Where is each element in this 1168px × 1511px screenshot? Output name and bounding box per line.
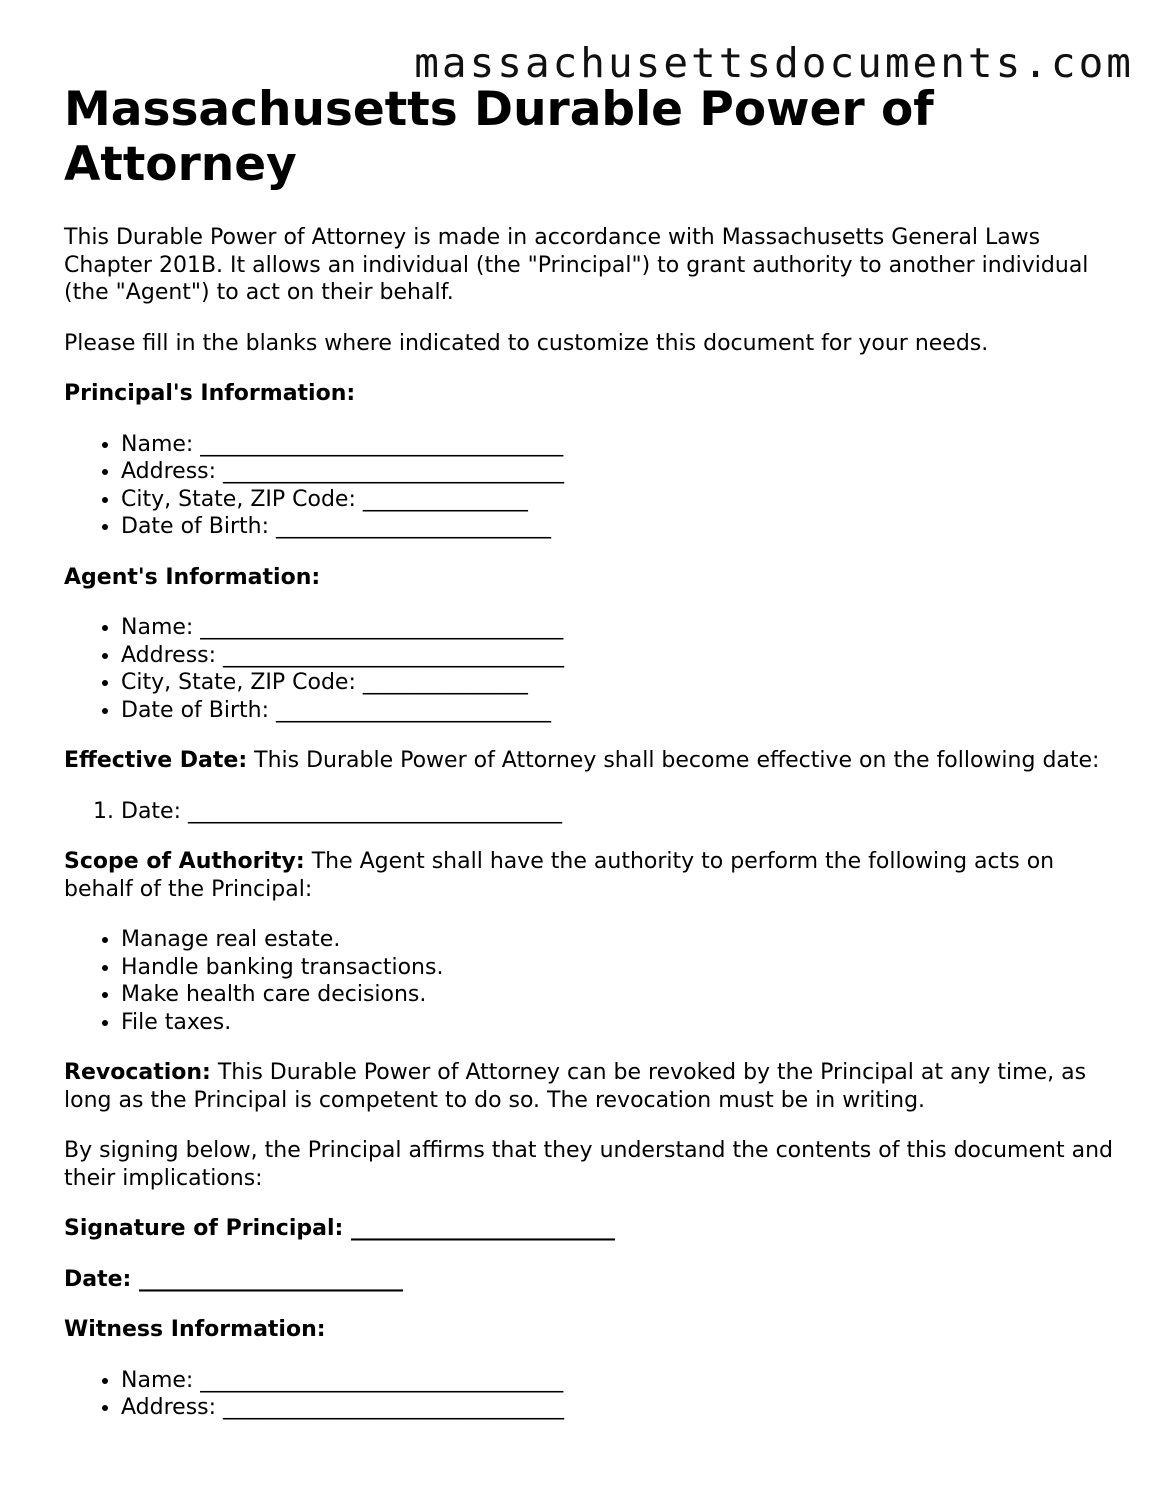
scope-text: The Agent shall have the authority to perform the following acts on behalf of the Principal: (64, 849, 1055, 902)
principal-heading: Principal's Information: (64, 381, 356, 406)
document-page (64, 82, 1114, 1445)
witness-fields-list (64, 1367, 1114, 1422)
revocation-text: This Durable Power of Attorney can be revoked by the Principal at any time, as long as the Principal is competent to do so. The revocation must be in writing. (64, 1060, 1087, 1113)
agent-fields-list (64, 614, 1114, 724)
witness-heading: Witness Information: (64, 1317, 326, 1342)
scope-item: • Manage real estate. (121, 926, 1114, 954)
principal-city-state-zip-field[interactable]: • City, State, ZIP Code: _______________ (121, 486, 1114, 514)
effective-date-paragraph (64, 747, 1114, 775)
agent-address-field[interactable]: • Address: _______________________________ (121, 642, 1114, 670)
site-watermark: massachusettsdocuments.com (414, 39, 1134, 87)
agent-dob-field[interactable]: • Date of Birth: _________________________ (121, 697, 1114, 725)
agent-name-field[interactable]: • Name: _________________________________ (121, 614, 1114, 642)
effective-date-label: Effective Date: (64, 748, 248, 773)
scope-item: • File taxes. (121, 1009, 1114, 1037)
scope-list (64, 926, 1114, 1036)
revocation-paragraph (64, 1059, 1114, 1114)
principal-name-field[interactable]: • Name: _________________________________ (121, 431, 1114, 459)
witness-name-field[interactable]: • Name: _________________________________ (121, 1367, 1114, 1395)
effective-date-field[interactable]: 1. Date: __________________________________ (121, 798, 1114, 826)
witness-address-field[interactable]: • Address: _______________________________ (121, 1394, 1114, 1422)
agent-city-state-zip-field[interactable]: • City, State, ZIP Code: _______________ (121, 669, 1114, 697)
scope-label: Scope of Authority: (64, 849, 305, 874)
instruction-paragraph: Please fill in the blanks where indicated to customize this document for your needs. (64, 330, 989, 356)
principal-signature-line[interactable]: Signature of Principal: ________________________ (64, 1216, 615, 1241)
signature-date-line[interactable]: Date: ________________________ (64, 1266, 404, 1292)
intro-paragraph: This Durable Power of Attorney is made in accordance with Massachusetts General Laws Chapter 201B. It allows an individual (the "Principal") to grant authority to another individual (the "Agent") to act on their behalf. (64, 225, 1089, 305)
scope-item: • Make health care decisions. (121, 981, 1114, 1009)
principal-fields-list (64, 431, 1114, 541)
scope-item: • Handle banking transactions. (121, 954, 1114, 982)
agent-heading: Agent's Information: (64, 564, 321, 590)
scope-paragraph (64, 848, 1114, 903)
effective-date-text: This Durable Power of Attorney shall become effective on the following date: (247, 748, 1100, 773)
revocation-label: Revocation: (64, 1060, 211, 1085)
document-title: Massachusetts Durable Power of Attorney (64, 82, 934, 192)
effective-date-list (64, 798, 1114, 826)
principal-address-field[interactable]: • Address: _______________________________ (121, 458, 1114, 486)
affirmation-paragraph: By signing below, the Principal affirms that they understand the contents of this document and their implications: (64, 1138, 1113, 1191)
principal-dob-field[interactable]: • Date of Birth: _________________________ (121, 513, 1114, 541)
